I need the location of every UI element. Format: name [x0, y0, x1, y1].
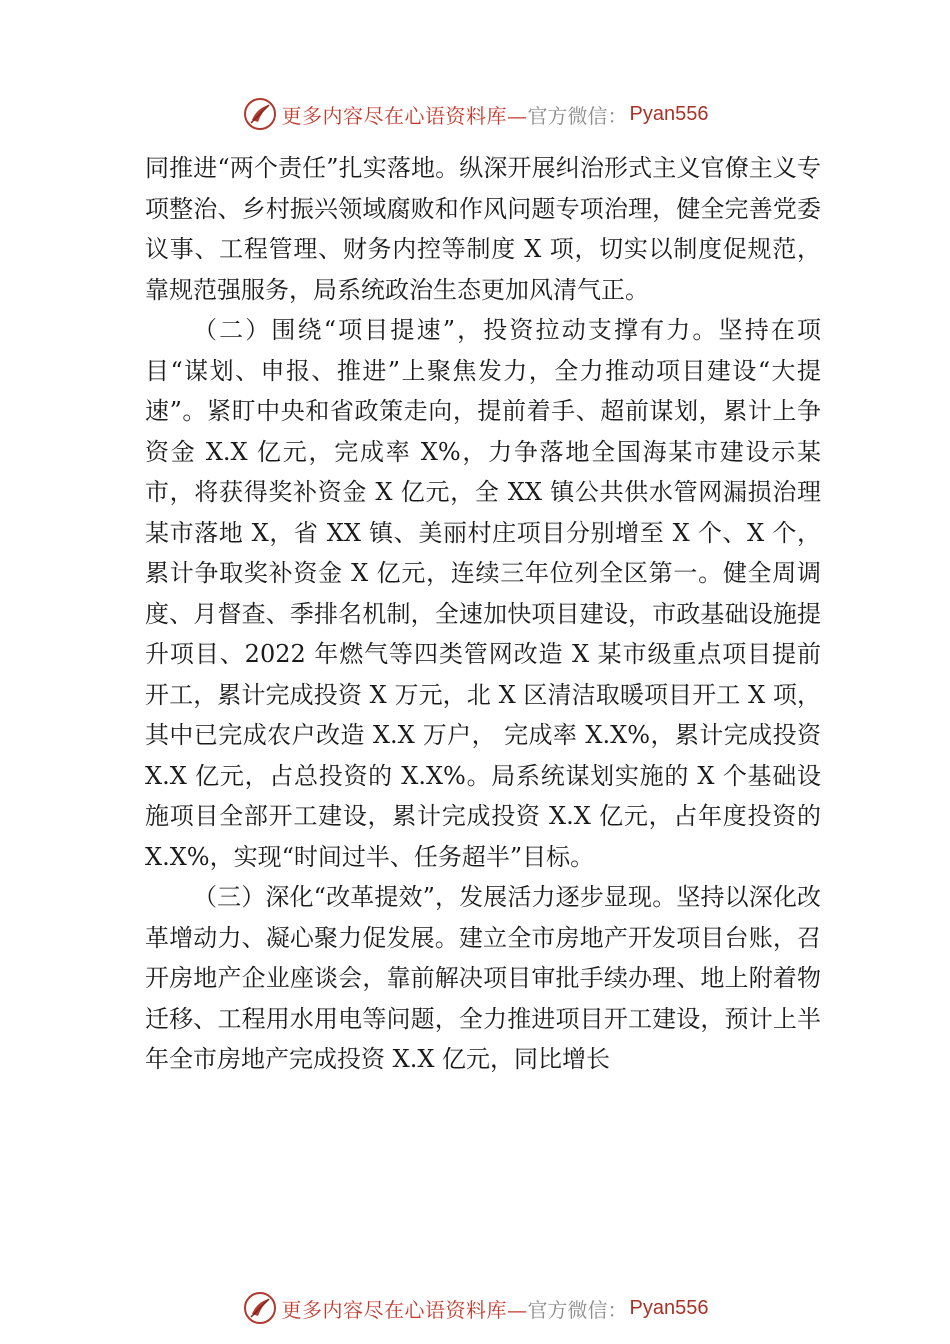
- document-body: [145, 148, 821, 1080]
- logo-icon: [242, 1290, 278, 1326]
- watermark-wechat-id: Pyan556: [629, 102, 709, 125]
- watermark-wechat-label: 官方微信：: [527, 103, 628, 128]
- footer-watermark: [0, 1288, 950, 1328]
- paragraph-3: （三）深化“改革提效”，发展活力逐步显现。坚持以深化改革增动力、凝心聚力促发展。建立全市房地产开发项目台账，召开房地产企业座谈会，靠前解决项目审批手续办理、地上附着物迁移、工程用水用电等问题，全力推进项目开工建设，预计上半年全市房地产完成投资 X.X 亿元，同比增长: [145, 883, 821, 1073]
- logo-icon: [242, 96, 278, 132]
- watermark-text: 更多内容尽在心语资料库—: [281, 103, 528, 128]
- header-watermark: [0, 94, 950, 134]
- watermark-wechat-id: Pyan556: [629, 1296, 709, 1319]
- watermark-wechat-label: 官方微信：: [527, 1297, 628, 1322]
- paragraph-1: 同推进“两个责任”扎实落地。纵深开展纠治形式主义官僚主义专项整治、乡村振兴领域腐败和作风问题专项治理，健全完善党委议事、工程管理、财务内控等制度 X 项，切实以制度促规范，靠规范强服务，局系统政治生态更加风清气正。: [145, 154, 821, 304]
- paragraph-2: （二）围绕“项目提速”，投资拉动支撑有力。坚持在项目“谋划、申报、推进”上聚焦发力，全力推动项目建设“大提速”。紧盯中央和省政策走向，提前着手、超前谋划，累计上争资金 X.X 亿元，完成率 X%，力争落地全国海某市建设示某市，将获得奖补资金 X 亿元，全 XX 镇公共供水管网漏损治理某市落地 X，省 XX 镇、美丽村庄项目分别增至 X 个、X 个，累计争取奖补资金 X 亿元，连续三年位列全区第一。健全周调度、月督查、季排名机制，全速加快项目建设，市政基础设施提升项目、2022 年燃气等四类管网改造 X 某市级重点项目提前开工，累计完成投资 X 万元，北 X 区清洁取暖项目开工 X 项，其中已完成农户改造 X.X 万户， 完成率 X.X%，累计完成投资 X.X 亿元，占总投资的 X.X%。局系统谋划实施的 X 个基础设施项目全部开工建设，累计完成投资 X.X 亿元，占年度投资的 X.X%，实现“时间过半、任务超半”目标。: [145, 316, 821, 871]
- watermark-text: 更多内容尽在心语资料库—: [281, 1297, 528, 1322]
